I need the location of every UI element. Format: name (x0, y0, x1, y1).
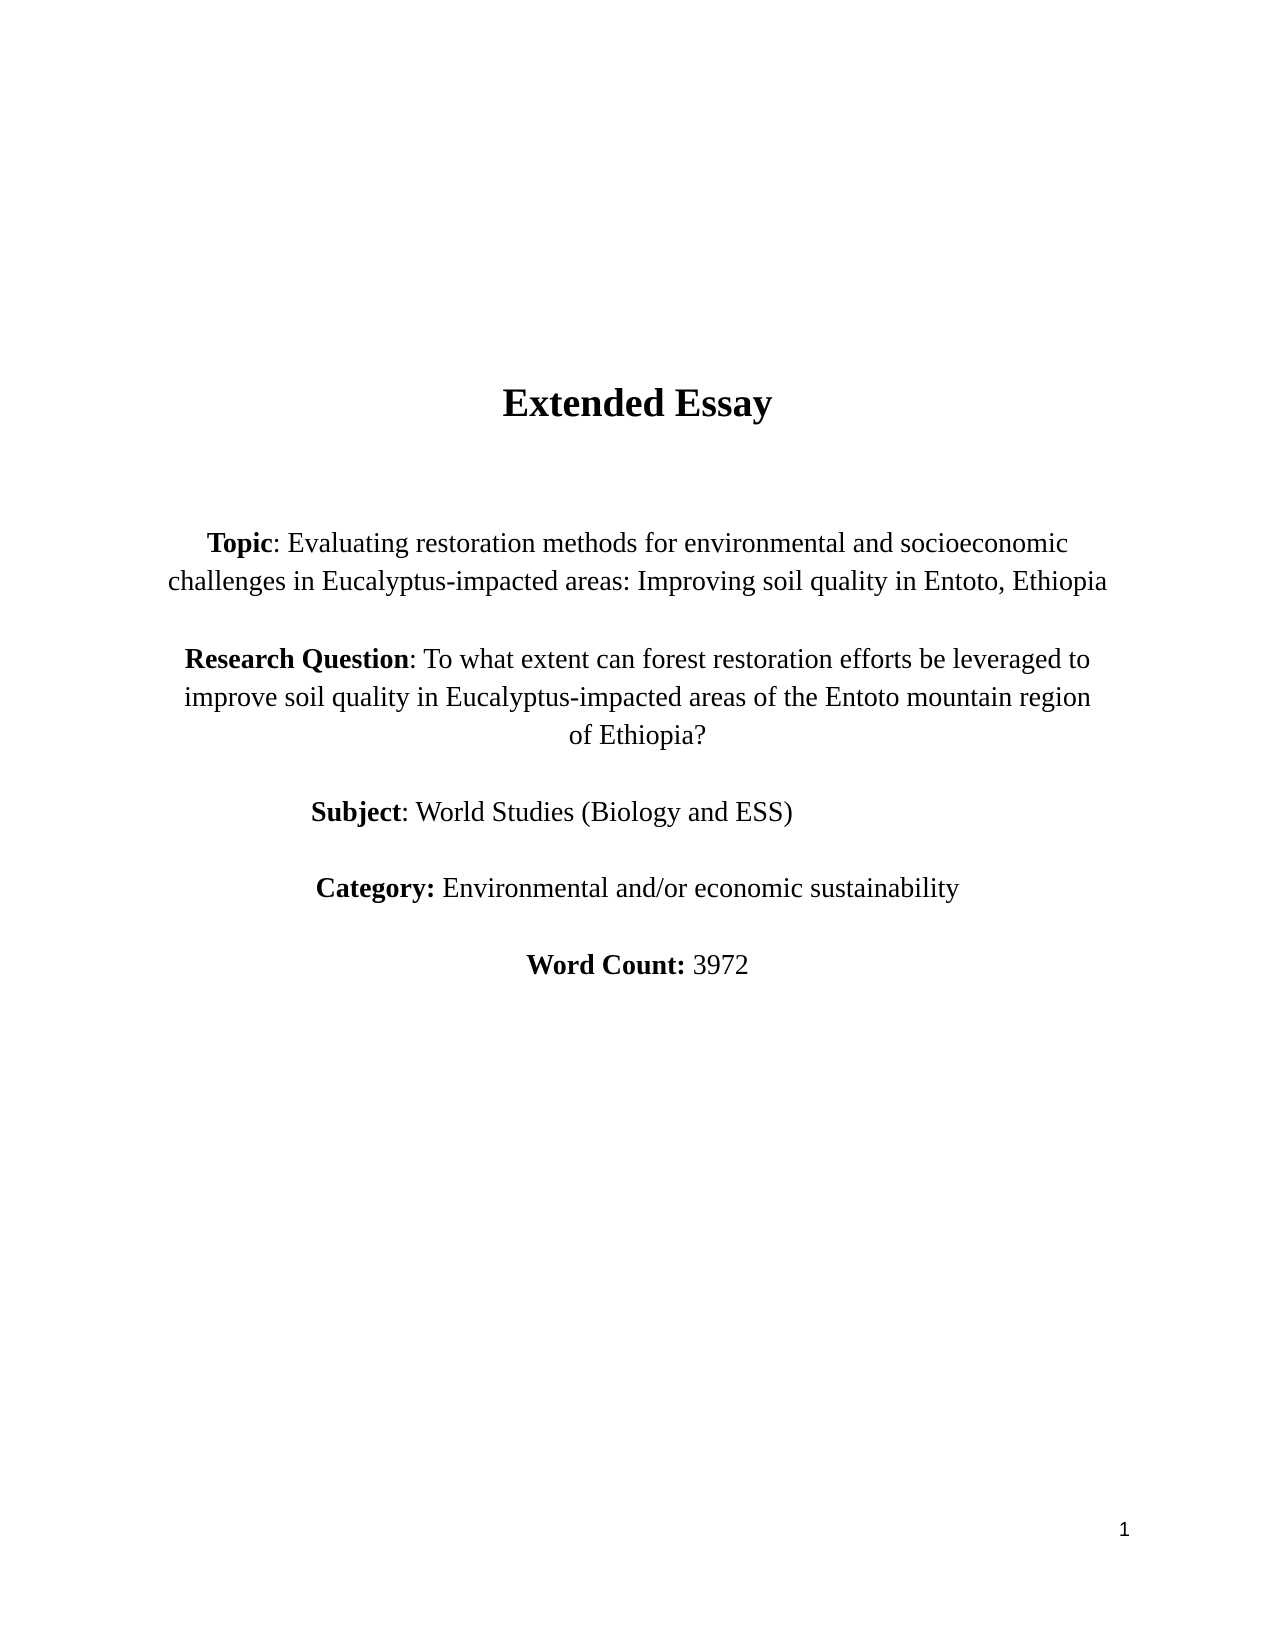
subject-line (311, 794, 793, 832)
research-question-label: Research Question (184, 644, 410, 675)
category-text: Environmental and/or economic sustainability (435, 873, 960, 904)
word-count-block (0, 947, 1275, 985)
subject-text: World Studies (Biology and ESS) (409, 797, 793, 828)
research-question-block (140, 641, 1135, 755)
word-count-value: 3972 (685, 950, 749, 981)
topic-text-line2: challenges in Eucalyptus-impacted areas: Improving soil quality in Entoto, Ethiopia (167, 566, 1108, 597)
page-number: 1 (1118, 1519, 1130, 1541)
word-count-label: Word Count: (526, 950, 686, 981)
research-question-separator: : (409, 644, 417, 675)
essay-title: Extended Essay (502, 380, 773, 425)
topic-block (120, 525, 1155, 601)
category-label: Category: (315, 873, 436, 904)
research-question-text-line2: improve soil quality in Eucalyptus-impacted areas of the Entoto mountain region (184, 682, 1091, 713)
topic-separator: : (272, 528, 281, 559)
research-question-text-line3: of Ethiopia? (568, 720, 707, 751)
subject-label: Subject (311, 797, 402, 828)
research-question-text-line1: To what extent can forest restoration efforts be leveraged to (416, 644, 1091, 675)
topic-text-line1: Evaluating restoration methods for environmental and socioeconomic (280, 528, 1069, 559)
subject-separator: : (401, 797, 410, 828)
category-block (0, 870, 1275, 908)
topic-label: Topic (206, 528, 273, 559)
